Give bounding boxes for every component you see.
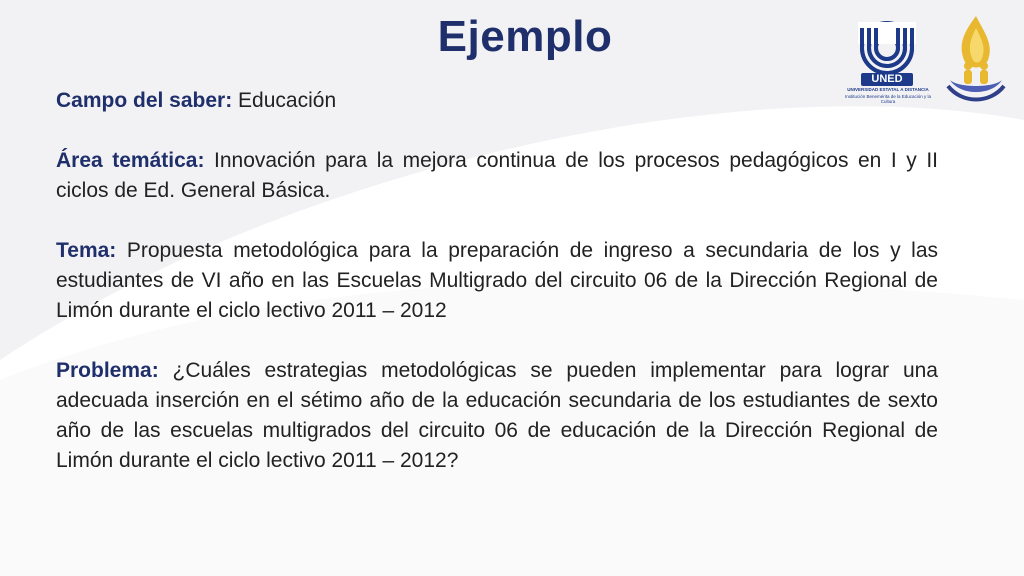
area-paragraph: [56, 146, 938, 206]
campo-text: Educación: [232, 89, 337, 112]
tema-text: Propuesta metodológica para la preparación de ingreso a secundaria de los y las estudiantes de VI año en las Escuelas Multigrado del circuito 06 de la Dirección Regional de Limón durante el ciclo lectivo 2011 – 2012: [56, 239, 938, 322]
tema-label: Tema:: [56, 239, 117, 262]
campo-paragraph: [56, 86, 938, 116]
flame-emblem-logo: [944, 14, 1008, 104]
uned-wordmark: UNED: [861, 73, 913, 86]
problema-paragraph: [56, 356, 938, 476]
problema-text: ¿Cuáles estrategias metodológicas se pueden implementar para lograr una adecuada inserción en el sétimo año de la educación secundaria de los estudiantes de sexto año de las escuelas multigrados del circuito 06 de educación de la Dirección Regional de Limón durante el ciclo lectivo 2011 – 2012?: [56, 359, 938, 472]
slide-title: Ejemplo: [437, 12, 613, 61]
uned-subtitle-2: Institución Benemérita de la Educación y la Cultura: [844, 94, 932, 104]
campo-label: Campo del saber:: [56, 89, 233, 112]
area-label: Área temática:: [56, 149, 205, 172]
area-text: Innovación para la mejora continua de los procesos pedagógicos en I y II ciclos de Ed. General Básica.: [56, 149, 938, 202]
uned-subtitle-1: UNIVERSIDAD ESTATAL A DISTANCIA: [847, 87, 929, 92]
slide-body: [56, 86, 938, 506]
problema-label: Problema:: [56, 359, 159, 382]
tema-paragraph: [56, 236, 938, 326]
